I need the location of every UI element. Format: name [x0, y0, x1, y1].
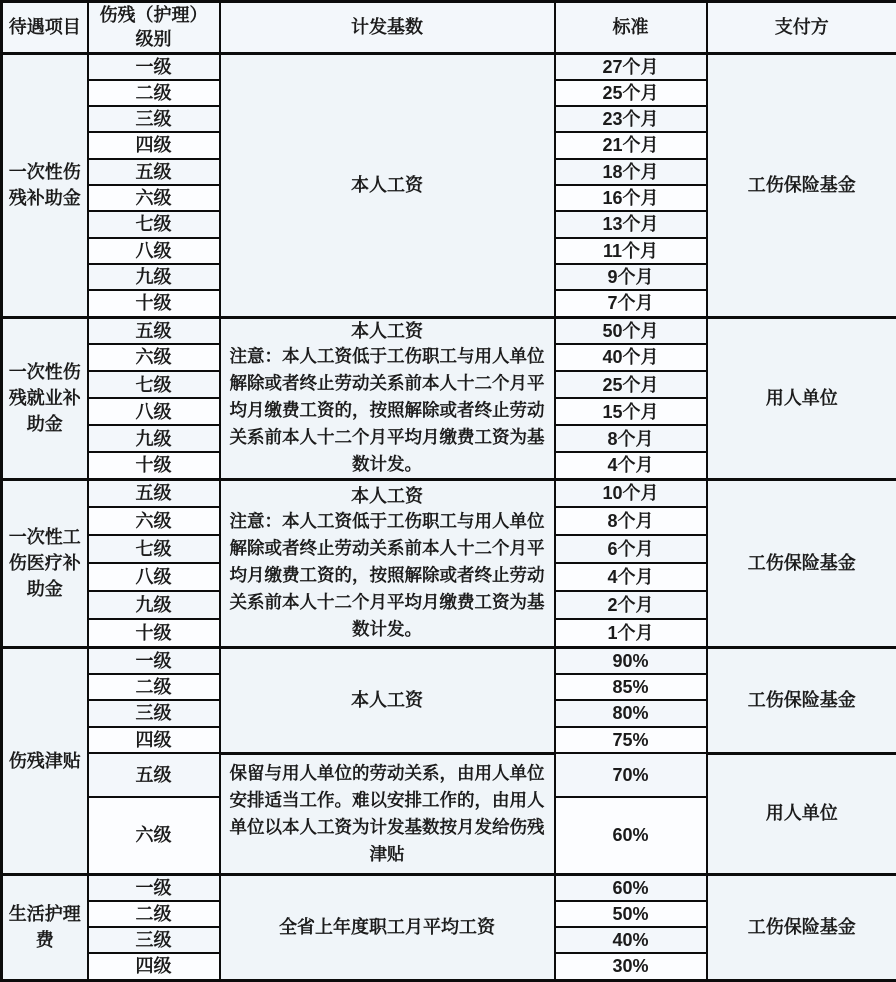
- base-cell: [220, 753, 555, 874]
- level-cell: 六级: [88, 185, 220, 211]
- level-cell: 四级: [88, 727, 220, 753]
- level-cell: 二级: [88, 674, 220, 700]
- level-cell: 九级: [88, 264, 220, 290]
- standard-cell: 7个月: [555, 290, 707, 317]
- standard-cell: 8个月: [555, 425, 707, 452]
- table-row: [2, 753, 896, 797]
- base-main-text: 本人工资: [224, 484, 551, 508]
- table-row: [2, 647, 896, 674]
- base-cell: [220, 317, 555, 479]
- standard-cell: 10个月: [555, 479, 707, 507]
- level-cell: 九级: [88, 425, 220, 452]
- base-main-text: 本人工资: [224, 688, 551, 712]
- column-header: 待遇项目: [2, 2, 88, 54]
- standard-cell: 15个月: [555, 398, 707, 425]
- base-cell: [220, 479, 555, 647]
- table-row: [2, 53, 896, 80]
- level-cell: 十级: [88, 452, 220, 479]
- level-cell: 六级: [88, 797, 220, 874]
- payer-cell: 工伤保险基金: [707, 479, 896, 647]
- level-cell: 一级: [88, 874, 220, 901]
- level-cell: 五级: [88, 317, 220, 344]
- level-cell: 三级: [88, 700, 220, 726]
- standard-cell: 16个月: [555, 185, 707, 211]
- level-cell: 六级: [88, 344, 220, 371]
- payer-cell: 用人单位: [707, 753, 896, 874]
- level-cell: 七级: [88, 535, 220, 563]
- payer-cell: 工伤保险基金: [707, 53, 896, 317]
- standard-cell: 40个月: [555, 344, 707, 371]
- level-cell: 十级: [88, 619, 220, 647]
- standard-cell: 21个月: [555, 132, 707, 158]
- standard-cell: 27个月: [555, 53, 707, 80]
- table-row: [2, 874, 896, 901]
- payer-cell: 用人单位: [707, 317, 896, 479]
- standard-cell: 1个月: [555, 619, 707, 647]
- standard-cell: 60%: [555, 874, 707, 901]
- base-note-text: 保留与用人单位的劳动关系，由用人单位安排适当工作。难以安排工作的，由用人单位以本人工资为计发基数按月发给伤残津贴: [224, 760, 551, 868]
- column-header: 计发基数: [220, 2, 555, 54]
- standard-cell: 30%: [555, 953, 707, 980]
- base-note-text: 注意：本人工资低于工伤职工与用人单位解除或者终止劳动关系前本人十二个月平均月缴费工资的，按照解除或者终止劳动关系前本人十二个月平均月缴费工资为基数计发。: [224, 343, 551, 478]
- standard-cell: 70%: [555, 753, 707, 797]
- level-cell: 五级: [88, 159, 220, 185]
- payer-cell: 工伤保险基金: [707, 647, 896, 753]
- base-note-text: 注意：本人工资低于工伤职工与用人单位解除或者终止劳动关系前本人十二个月平均月缴费工资的，按照解除或者终止劳动关系前本人十二个月平均月缴费工资为基数计发。: [224, 508, 551, 643]
- base-cell: [220, 53, 555, 317]
- level-cell: 八级: [88, 398, 220, 425]
- benefit-cell: 一次性伤残就业补助金: [2, 317, 88, 479]
- benefit-cell: 伤残津贴: [2, 647, 88, 874]
- level-cell: 七级: [88, 211, 220, 237]
- column-header: 标准: [555, 2, 707, 54]
- level-cell: 四级: [88, 953, 220, 980]
- standard-cell: 40%: [555, 927, 707, 953]
- level-cell: 五级: [88, 753, 220, 797]
- standard-cell: 13个月: [555, 211, 707, 237]
- level-cell: 八级: [88, 238, 220, 264]
- standard-cell: 4个月: [555, 563, 707, 591]
- table-row: [2, 317, 896, 344]
- table-row: [2, 479, 896, 507]
- base-main-text: 本人工资: [224, 173, 551, 197]
- benefit-cell: 生活护理费: [2, 874, 88, 980]
- standard-cell: 9个月: [555, 264, 707, 290]
- base-cell: [220, 874, 555, 980]
- level-cell: 六级: [88, 507, 220, 535]
- benefit-cell: 一次性工伤医疗补助金: [2, 479, 88, 647]
- table-header: [2, 2, 896, 54]
- standard-cell: 18个月: [555, 159, 707, 185]
- base-main-text: 本人工资: [224, 319, 551, 343]
- base-cell: [220, 647, 555, 753]
- standard-cell: 4个月: [555, 452, 707, 479]
- level-cell: 一级: [88, 53, 220, 80]
- level-cell: 八级: [88, 563, 220, 591]
- column-header: 支付方: [707, 2, 896, 54]
- level-cell: 五级: [88, 479, 220, 507]
- standard-cell: 23个月: [555, 106, 707, 132]
- level-cell: 四级: [88, 132, 220, 158]
- standard-cell: 50%: [555, 901, 707, 927]
- level-cell: 三级: [88, 927, 220, 953]
- payer-cell: 工伤保险基金: [707, 874, 896, 980]
- level-cell: 七级: [88, 371, 220, 398]
- standard-cell: 25个月: [555, 371, 707, 398]
- column-header: 伤残（护理）级别: [88, 2, 220, 54]
- standard-cell: 75%: [555, 727, 707, 753]
- level-cell: 二级: [88, 901, 220, 927]
- level-cell: 九级: [88, 591, 220, 619]
- base-main-text: 全省上年度职工月平均工资: [224, 915, 551, 939]
- level-cell: 十级: [88, 290, 220, 317]
- standard-cell: 50个月: [555, 317, 707, 344]
- table-body: [2, 53, 896, 980]
- standard-cell: 8个月: [555, 507, 707, 535]
- standard-cell: 60%: [555, 797, 707, 874]
- standard-cell: 80%: [555, 700, 707, 726]
- level-cell: 一级: [88, 647, 220, 674]
- standard-cell: 85%: [555, 674, 707, 700]
- benefit-cell: 一次性伤残补助金: [2, 53, 88, 317]
- standard-cell: 6个月: [555, 535, 707, 563]
- standard-cell: 2个月: [555, 591, 707, 619]
- standard-cell: 90%: [555, 647, 707, 674]
- standard-cell: 25个月: [555, 80, 707, 106]
- level-cell: 二级: [88, 80, 220, 106]
- standard-cell: 11个月: [555, 238, 707, 264]
- level-cell: 三级: [88, 106, 220, 132]
